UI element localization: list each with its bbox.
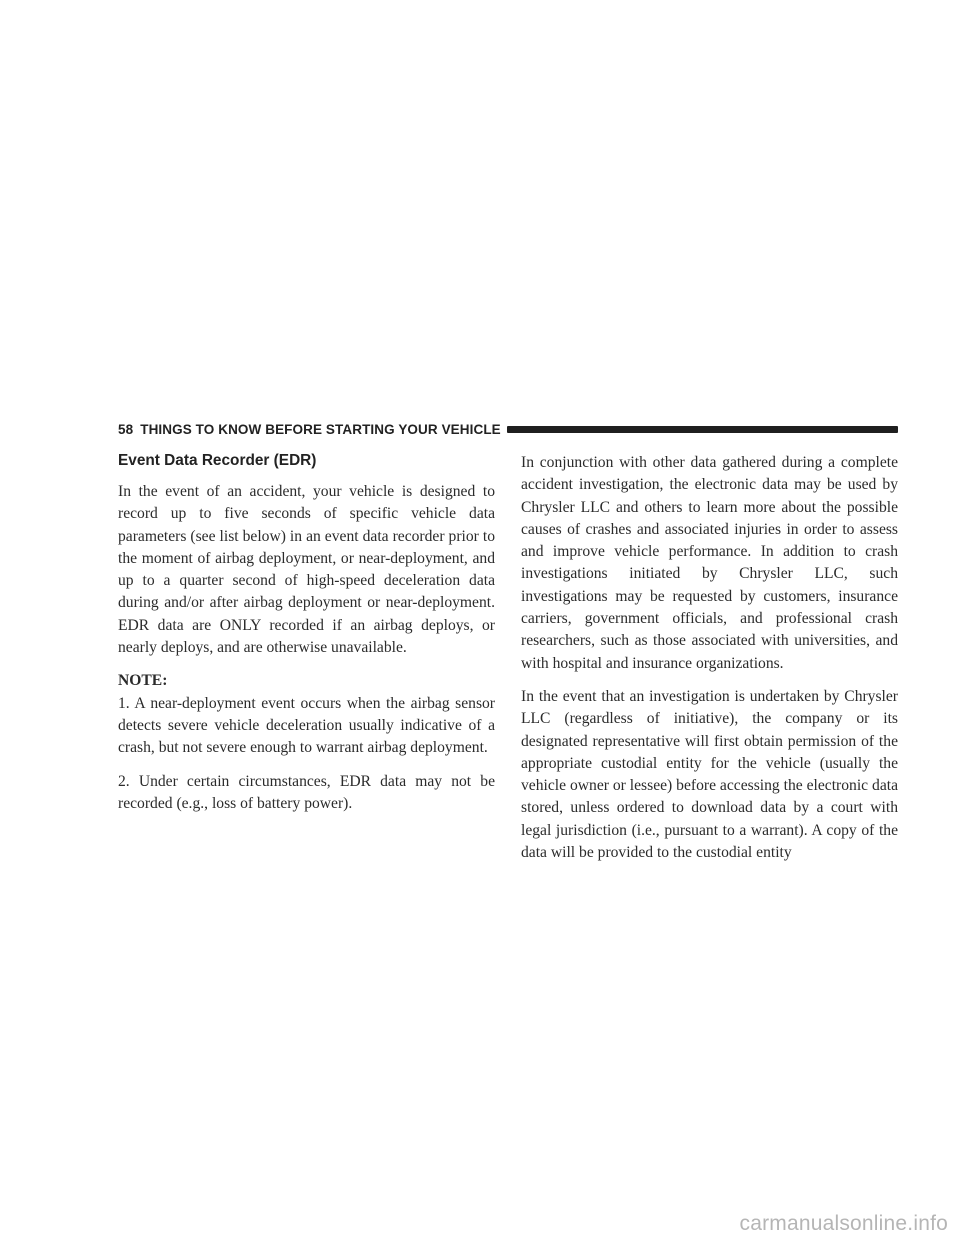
section-title-header: THINGS TO KNOW BEFORE STARTING YOUR VEHICLE (140, 421, 501, 437)
section-heading: Event Data Recorder (EDR) (118, 452, 317, 469)
header-text (118, 422, 501, 437)
note-item-1: 1. A near-deployment event occurs when the airbag sensor detects severe vehicle deceleration usually indicative of a crash, but not severe enough to warrant airbag deployment. (118, 694, 495, 757)
edr-intro-paragraph: In the event of an accident, your vehicle is designed to record up to five seconds of specific vehicle data parameters (see list below) in an event data recorder prior to the moment of airbag deployment, or near-deployment, and up to a quarter second of high-speed deceleration data during and/or after airbag deployment or near-deployment. EDR data are ONLY recorded if an airbag deploys, or nearly deploys, and are otherwise unavailable. (118, 483, 495, 657)
watermark: carmanualsonline.info (739, 1212, 948, 1235)
page-header (118, 418, 898, 440)
header-rule (507, 426, 898, 433)
custodial-paragraph: In the event that an investigation is undertaken by Chrysler LLC (regardless of initiative), the company or its designated representative will first obtain permission of the appropriate custodial entity for the vehicle (usually the vehicle owner or lessee) before accessing the electronic data stored, unless ordered to download data by a court with legal jurisdiction (i.e., pursuant to a warrant). A copy of the data will be provided to the custodial entity (521, 687, 898, 862)
note-label: NOTE: (118, 672, 168, 690)
left-column (118, 450, 495, 826)
right-column (521, 452, 898, 875)
investigation-paragraph: In conjunction with other data gathered during a complete accident investigation, the electronic data may be used by Chrysler LLC and others to learn more about the possible causes of crashes and associated injuries in order to assess and improve vehicle performance. In addition to crash investigations initiated by Chrysler LLC, such investigations may be requested by customers, insurance carriers, government officials, and professional crash researchers, such as those associated with universities, and with hospital and insurance organizations. (521, 454, 898, 672)
note-item-2: 2. Under certain circumstances, EDR data may not be recorded (e.g., loss of battery power). (118, 772, 495, 812)
page-number: 58 (118, 421, 134, 437)
